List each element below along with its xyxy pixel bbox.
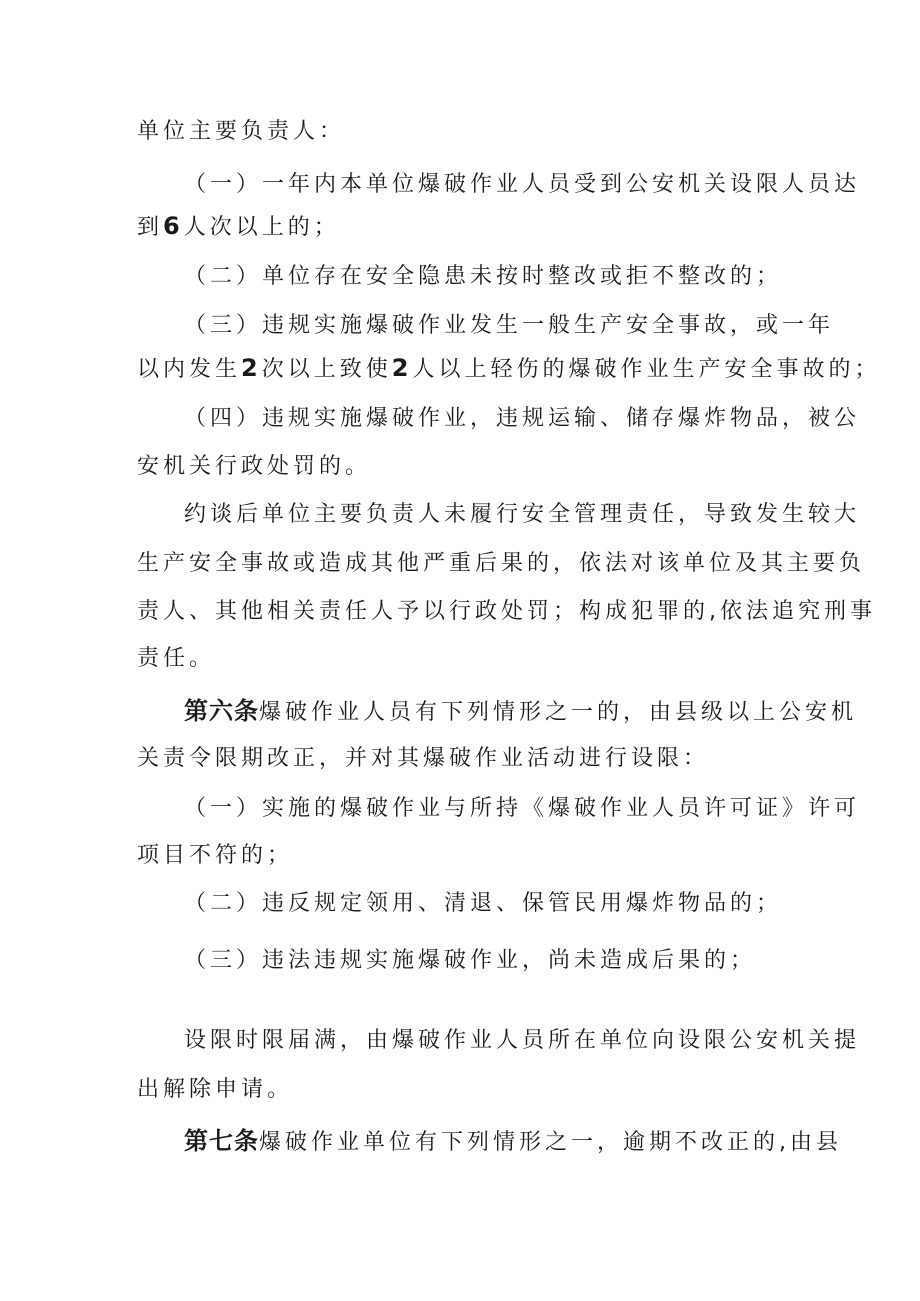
list-item-line: （二）单位存在安全隐患未按时整改或拒不整改的； (184, 264, 783, 289)
article-line: 第七条爆破作业单位有下列情形之一，逾期不改正的,由县 (184, 1127, 842, 1155)
article-heading: 第七条 (184, 1127, 259, 1155)
paragraph-line: 单位主要负责人： (137, 119, 346, 144)
paragraph-line: 生产安全事故或造成其他严重后果的，依法对该单位及其主要负 (137, 551, 866, 576)
paragraph-line: 设限时限届满，由爆破作业人员所在单位向设限公安机关提 (184, 1028, 861, 1053)
list-item-line: （二）违反规定领用、清退、保管民用爆炸物品的； (184, 891, 783, 916)
article-line: 第六条爆破作业人员有下列情形之一的，由县级以上公安机 (184, 697, 858, 725)
list-item-line: （一）实施的爆破作业与所持《爆破作业人员许可证》许可 (184, 796, 861, 821)
paragraph-line: 责任。 (137, 646, 216, 671)
paragraph-line: 责人、其他相关责任人予以行政处罚；构成犯罪的,依法追究刑事 (137, 599, 876, 624)
paragraph-line: 约谈后单位主要负责人未履行安全管理责任，导致发生较大 (184, 502, 861, 527)
list-item-line: 项目不符的； (137, 843, 294, 868)
list-item-line: 到6人次以上的； (137, 212, 340, 240)
list-item-line: （四）违规实施爆破作业，违规运输、储存爆炸物品，被公 (184, 406, 861, 431)
list-item-line: （三）违规实施爆破作业发生一般生产安全事故，或一年 (184, 313, 835, 338)
list-item-line: 安机关行政处罚的。 (137, 454, 372, 479)
list-item-line: （一）一年内本单位爆破作业人员受到公安机关设限人员达 (184, 172, 861, 197)
article-heading: 第六条 (184, 697, 259, 725)
list-item-line: 以内发生2次以上致使2人以上轻伤的爆破作业生产安全事故的； (137, 354, 881, 382)
list-item-line: （三）违法违规实施爆破作业，尚未造成后果的； (184, 948, 757, 973)
paragraph-line: 关责令限期改正，并对其爆破作业活动进行设限： (137, 746, 710, 771)
paragraph-line: 出解除申请。 (137, 1077, 294, 1102)
